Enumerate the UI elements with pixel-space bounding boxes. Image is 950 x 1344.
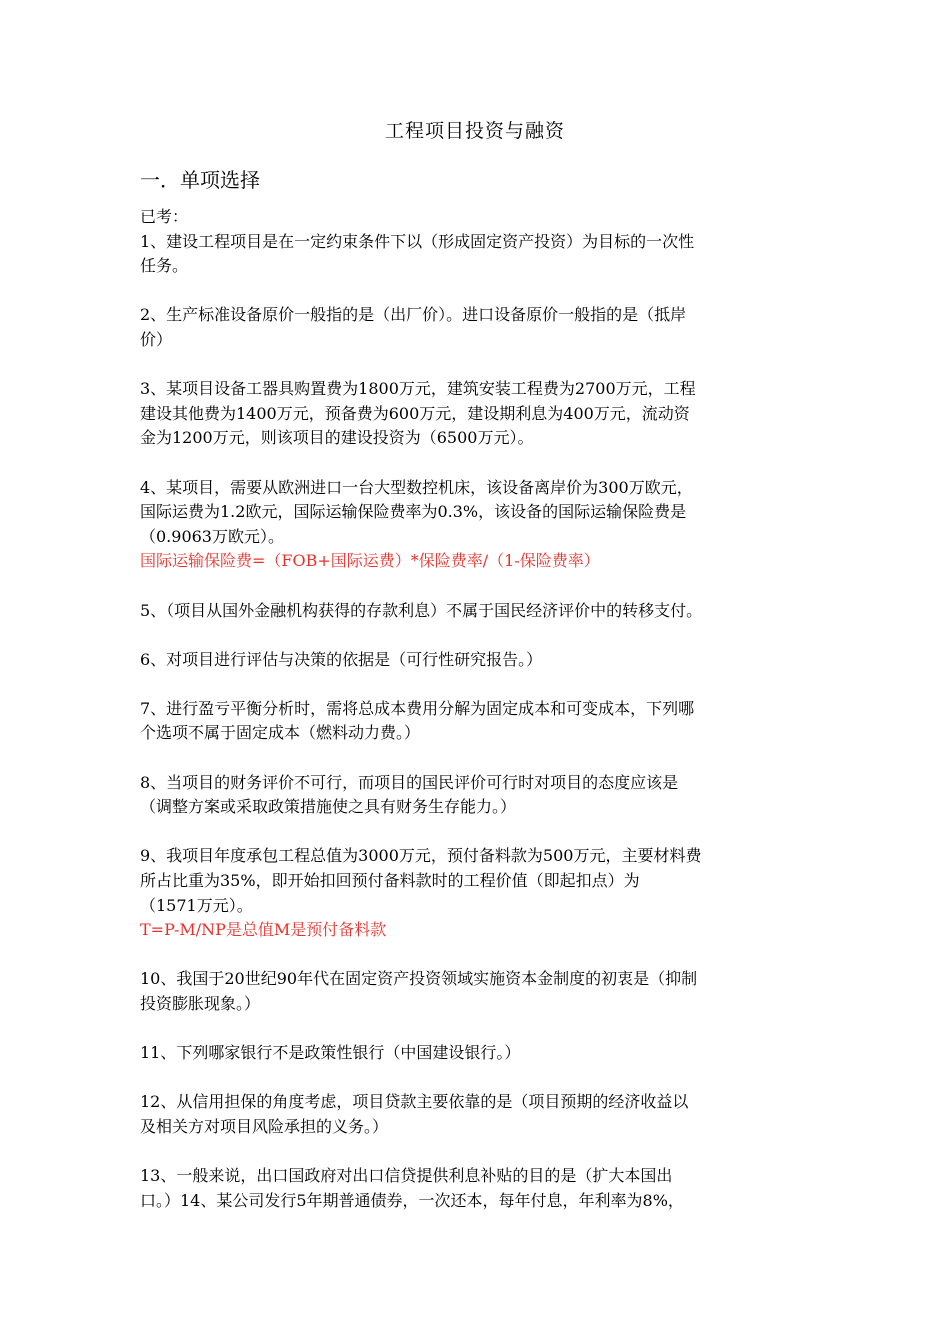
section-heading: 一．单项选择: [140, 168, 260, 192]
formula-note-line: T=P-M/NP是总值M是预付备料款: [140, 920, 387, 940]
text-line: 口。）14、某公司发行5年期普通债券，一次还本，每年付息，年利率为8%，: [140, 1190, 684, 1210]
text-line: 价）: [140, 329, 173, 349]
text-line: （调整方案或采取政策措施使之具有财务生存能力。）: [140, 797, 517, 817]
paragraph-gap: [140, 1017, 820, 1042]
text-line: 任务。: [140, 256, 189, 276]
text-line: 1、建设工程项目是在一定约束条件下以（形成固定资产投资）为目标的一次性: [140, 231, 695, 251]
paragraph-gap: [140, 943, 820, 968]
paragraph-gap: [140, 746, 820, 771]
text-line: 5、（项目从国外金融机构获得的存款利息）不属于国民经济评价中的转移支付。: [140, 600, 703, 620]
paragraph-gap: [140, 623, 820, 648]
text-line: 建设其他费为1400万元，预备费为600万元，建设期利息为400万元，流动资: [140, 403, 690, 423]
text-line: 6、对项目进行评估与决策的依据是（可行性研究报告。）: [140, 649, 543, 669]
text-line: 13、一般来说，出口国政府对出口信贷提供利息补贴的目的是（扩大本国出: [140, 1166, 673, 1186]
text-line: 8、当项目的财务评价不可行，而项目的国民评价可行时对项目的态度应该是: [140, 772, 679, 792]
text-line: 已考：: [140, 207, 189, 226]
text-line: 12、从信用担保的角度考虑，项目贷款主要依靠的是（项目预期的经济收益以: [140, 1092, 689, 1112]
text-line: 7、进行盈亏平衡分析时，需将总成本费用分解为固定成本和可变成本，下列哪: [140, 698, 695, 718]
paragraph-gap: [140, 1066, 820, 1091]
document-title: 工程项目投资与融资: [384, 120, 565, 142]
text-line: 3、某项目设备工器具购置费为1800万元，建筑安装工程费为2700万元，工程: [140, 379, 696, 399]
text-line: 投资膨胀现象。）: [140, 994, 261, 1013]
paragraph-gap: [140, 353, 820, 378]
text-line: （0.9063万欧元）。: [140, 526, 284, 546]
document-body: [140, 205, 820, 1213]
text-line: （1571万元）。: [140, 895, 253, 915]
text-line: 及相关方对项目风险承担的义务。）: [140, 1116, 389, 1136]
paragraph-gap: [140, 451, 820, 476]
paragraph-gap: [140, 574, 820, 599]
paragraph-gap: [140, 672, 820, 697]
paragraph-gap: [140, 820, 820, 845]
text-line: 10、我国于20世纪90年代在固定资产投资领域实施资本金制度的初衷是（抑制: [140, 969, 698, 989]
text-line: 金为1200万元，则该项目的建设投资为（6500万元）。: [140, 428, 534, 448]
text-line: 2、生产标准设备原价一般指的是（出厂价）。进口设备原价一般指的是（抵岸: [140, 305, 687, 325]
paragraph-gap: [140, 1140, 820, 1165]
text-line: 4、某项目，需要从欧洲进口一台大型数控机床，该设备离岸价为300万欧元，: [140, 477, 693, 497]
paragraph-gap: [140, 279, 820, 304]
text-line: 9、我项目年度承包工程总值为3000万元，预付备料款为500万元，主要材料费: [140, 846, 702, 866]
text-line: 11、下列哪家银行不是政策性银行（中国建设银行。）: [140, 1043, 521, 1063]
text-line: 所占比重为35%，即开始扣回预付备料款时的工程价值（即起扣点）为: [140, 871, 640, 891]
text-line: 个选项不属于固定成本（燃料动力费。）: [140, 723, 421, 743]
text-line: 国际运费为1.2欧元，国际运输保险费率为0.3%，该设备的国际运输保险费是: [140, 502, 687, 522]
formula-note-line: 国际运输保险费=（FOB+国际运费）*保险费率/（1-保险费率）: [140, 551, 600, 571]
